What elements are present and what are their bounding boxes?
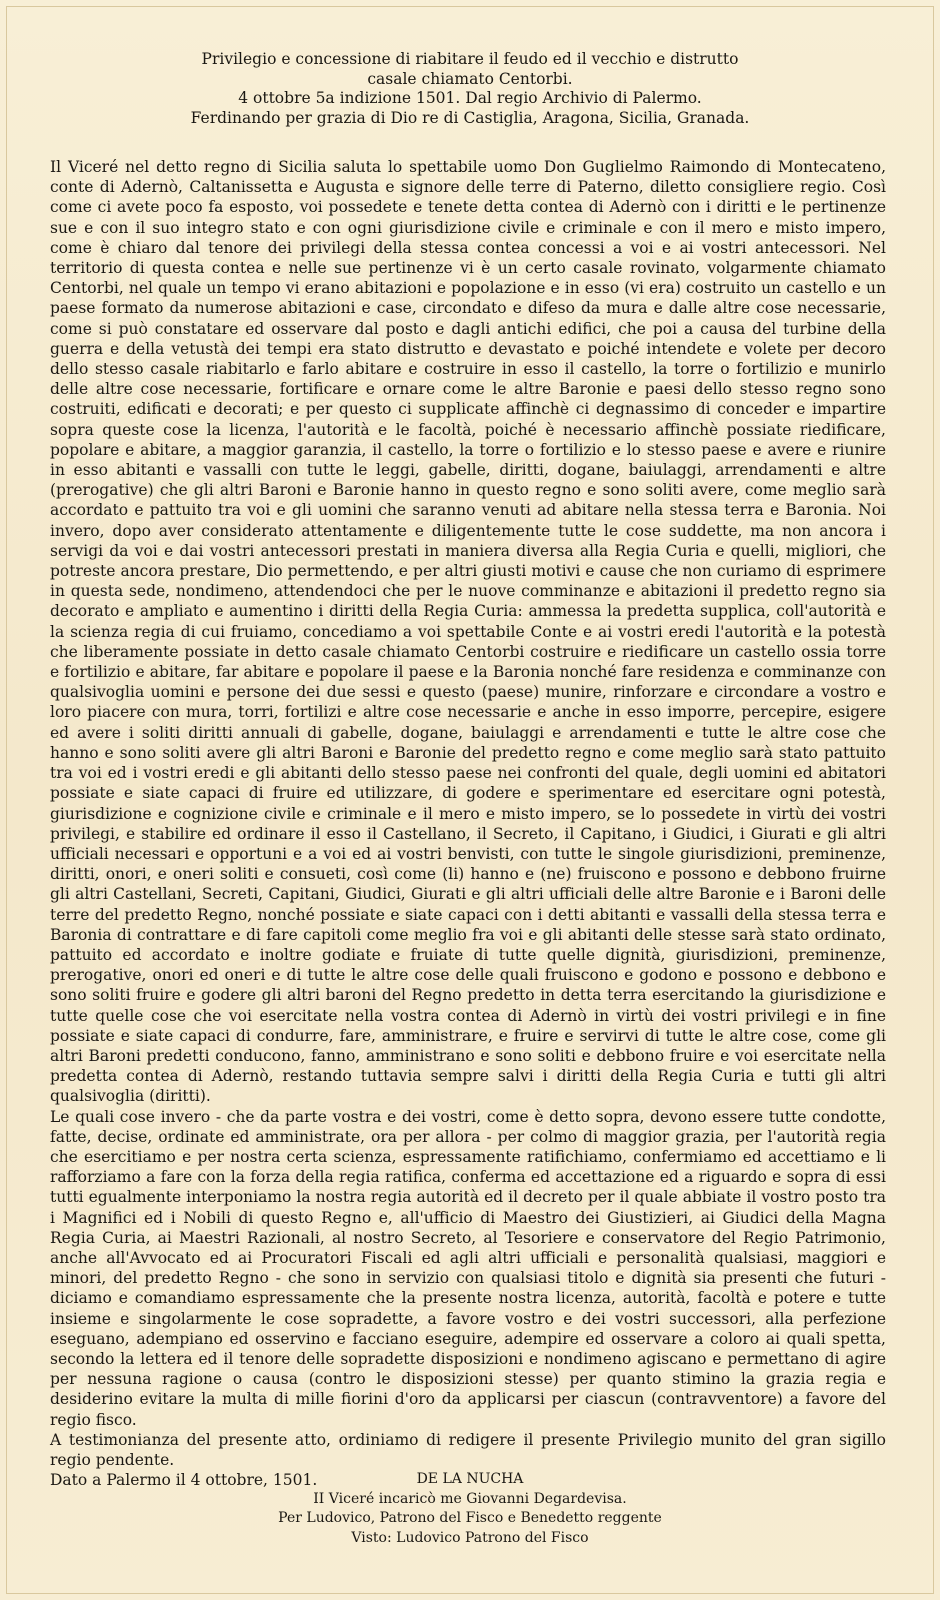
signature-line-3: Per Ludovico, Patrono del Fisco e Benedetto reggente xyxy=(278,1510,662,1526)
document-body xyxy=(50,157,886,1490)
paragraph-privilege-grant: Il Viceré nel detto regno di Sicilia saluta lo spettabile uomo Don Guglielmo Raimondo di Montecateno, conte di Adernò, Caltanissetta e Augusta e signore delle terre di Paterno, diletto consigliere regio. Così come ci avete poco fa esposto, voi possedete e tenete detta contea di Adernò con i diritti e le pertinenze sue e con il suo integro stato e con ogni giurisdizione civile e criminale e con il mero e misto impero, come è chiaro dal tenore dei privilegi della stessa contea concessi a voi e ai vostri antecessori. Nel territorio di questa contea e nelle sue pertinenze vi è un certo casale rovinato, volgarmente chiamato Centorbi, nel quale un tempo vi erano abitazioni e popolazione e in esso (vi era) costruito un castello e un paese formato da numerose abitazioni e case, circondato e difeso da mura e dalle altre cose necessarie, come si può constatare ed osservare dal posto e dagli antichi edifici, che poi a causa del turbine della guerra e della vetustà dei tempi era stato distrutto e devastato e poiché intendete e volete per decoro dello stesso casale riabitarlo e farlo abitare e costruire in esso il castello, la torre o fortilizio e munirlo delle altre cose necessarie, fortificare e ornare come le altre Baronie e paesi dello stesso regno sono costruiti, edificati e decorati; e per questo ci supplicate affinchè ci degnassimo di conceder e impartire sopra queste cose la licenza, l'autorità e le facoltà, poiché è necessario affinchè possiate riedificare, popolare e abitare, a maggior garanzia, il castello, la torre o fortilizio e lo stesso paese e avere e riunire in esso abitanti e vassalli con tutte le leggi, gabelle, diritti, dogane, baiulaggi, arrendamenti e altre (prerogative) che gli altri Baroni e Baronie hanno in questo regno e sono soliti avere, come meglio sarà accordato e pattuito tra voi e gli uomini che saranno venuti ad abitare nella stessa terra e Baronia. Noi invero, dopo aver considerato attentamente e diligentemente tutte le cose suddette, ma non ancora i servigi da voi e dai vostri antecessori prestati in maniera diversa alla Regia Curia e quelli, migliori, che potreste ancora prestare, Dio permettendo, e per altri giusti motivi e cause che non curiamo di esprimere in questa sede, nondimeno, attendendoci che per le nuove comminanze e abitazioni il predetto regno sia decorato e ampliato e aumentino i diritti della Regia Curia: ammessa la predetta supplica, coll'autorità e la scienza regia di cui fruiamo, concediamo a voi spettabile Conte e ai vostri eredi l'autorità e la potestà che liberamente possiate in detto casale chiamato Centorbi costruire e riedificare un castello ossia torre e fortilizio e abitare, far abitare e popolare il paese e la Baronia nonché fare residenza e comminanze con qualsivoglia uomini e persone dei due sessi e questo (paese) munire, rinforzare e circondare a vostro e loro piacere con mura, torri, fortilizi e altre cose necessarie e anche in esso imporre, percepire, esigere ed avere i soliti diritti annuali di gabelle, dogane, baiulaggi e arrendamenti e tutte le altre cose che hanno e sono soliti avere gli altri Baroni e Baronie del predetto regno e come meglio sarà stato pattuito tra voi ed i vostri eredi e gli abitanti dello stesso paese nei confronti del quale, degli uomini ed abitatori possiate e siate capaci di fruire ed utilizzare, di godere e sperimentare ed esercitare ogni potestà, giurisdizione e cognizione civile e criminale e il mero e misto impero, se lo possedete in virtù dei vostri privilegi, e stabilire ed ordinare il esso il Castellano, il Secreto, il Capitano, i Giudici, i Giurati e gli altri ufficiali necessari e opportuni e a voi ed ai vostri benvisti, con tutte le singole giurisdizioni, preminenze, diritti, onori, e oneri soliti e consueti, così come (li) hanno e (ne) fruiscono e possono e debbono fruirne gli altri Castellani, Secreti, Capitani, Giudici, Giurati e gli altri ufficiali delle altre Baronie e i Baroni delle terre del predetto Regno, nonché possiate e siate capaci con i detti abitanti e vassalli della stessa terra e Baronia di contrattare e di fare capitoli come meglio fra voi e gli abitanti delle stesse sarà stato ordinato, pattuito ed accordato e inoltre godiate e fruiate di tutte quelle dignità, giurisdizioni, preminenze, prerogative, onori ed oneri e di tutte le altre cose delle quali fruiscono e godono e possono e debbono e sono soliti fruire e godere gli altri baroni del Regno predetto in detta terra esercitando la giurisdizione e tutte quelle cose che voi esercitate nella vostra contea di Adernò in virtù dei vostri privilegi e in fine possiate e siate capaci di condurre, fare, amministrare, e fruire e servirvi di tutte le altre cose, come gli altri Baroni predetti conducono, fanno, amministrano e sono soliti e debbono fruire e voi esercitate nella predetta contea di Adernò, restando tuttavia sempre salvi i diritti della Regia Curia e tutti gli altri qualsivoglia (diritti). xyxy=(50,158,886,1106)
signature-block xyxy=(60,1470,880,1548)
title-line-2: casale chiamato Centorbi. xyxy=(367,69,573,88)
signature-line-1: DE LA NUCHA xyxy=(416,1471,524,1487)
king-line: Ferdinando per grazia di Dio re di Castiglia, Aragona, Sicilia, Granada. xyxy=(190,108,750,127)
paragraph-testimony: A testimonianza del presente atto, ordiniamo di redigere il presente Privilegio munito del gran sigillo regio pendente. xyxy=(50,1430,886,1469)
title-line-1: Privilegio e concessione di riabitare il feudo ed il vecchio e distrutto xyxy=(201,50,739,68)
paragraph-ratification: Le quali cose invero - che da parte vostra e dei vostri, come è detto sopra, devono essere tutte condotte, fatte, decise, ordinate ed amministrate, ora per allora - per colmo di maggior grazia, per l'autorità regia che esercitiamo e per nostra certa scienza, espressamente ratifichiamo, confermiamo ed accettiamo e li rafforziamo a fare con la forza della regia ratifica, conferma ed accettazione ed a riguardo e sopra di essi tutti egualmente interponiamo la nostra regia autorità ed il decreto per il quale abbiate il vostro posto tra i Magnifici ed i Nobili di questo Regno e, all'ufficio di Maestro dei Giustizieri, ai Giudici della Magna Regia Curia, ai Maestri Razionali, al nostro Secreto, al Tesoriere e conservatore del Regio Patrimonio, anche all'Avvocato ed ai Procuratori Fiscali ed agli altri ufficiali e personalità qualsiasi, maggiori e minori, del predetto Regno - che sono in servizio con qualsiasi titolo e dignità sia presenti che futuri - diciamo e comandiamo espressamente che la presente nostra licenza, autorità, facoltà e potere e tutte insieme e singolarmente le cose sopradette, a favore vostro e dei vostri successori, alla perfezione eseguano, adempiano ed osservino e facciano eseguire, adempire ed osservare a coloro ai quali spetta, secondo la lettera ed il tenore delle sopradette disposizioni e nondimeno agiscano e permettano di agire per nessuna ragione o causa (contro le disposizioni stesse) per quanto stimino la grazia regia e desiderino evitare la multa di mille fiorini d'oro da applicarsi per ciascun (contravventore) a favore del regio fisco. xyxy=(50,1107,886,1429)
date-source-line: 4 ottobre 5a indizione 1501. Dal regio Archivio di Palermo. xyxy=(238,89,702,107)
paragraph-date-place: Dato a Palermo il 4 ottobre, 1501. xyxy=(50,1471,318,1490)
document-header xyxy=(60,50,880,128)
signature-line-4: Visto: Ludovico Patrono del Fisco xyxy=(351,1529,589,1546)
signature-line-2: II Viceré incaricò me Giovanni Degardevisa. xyxy=(313,1490,627,1507)
